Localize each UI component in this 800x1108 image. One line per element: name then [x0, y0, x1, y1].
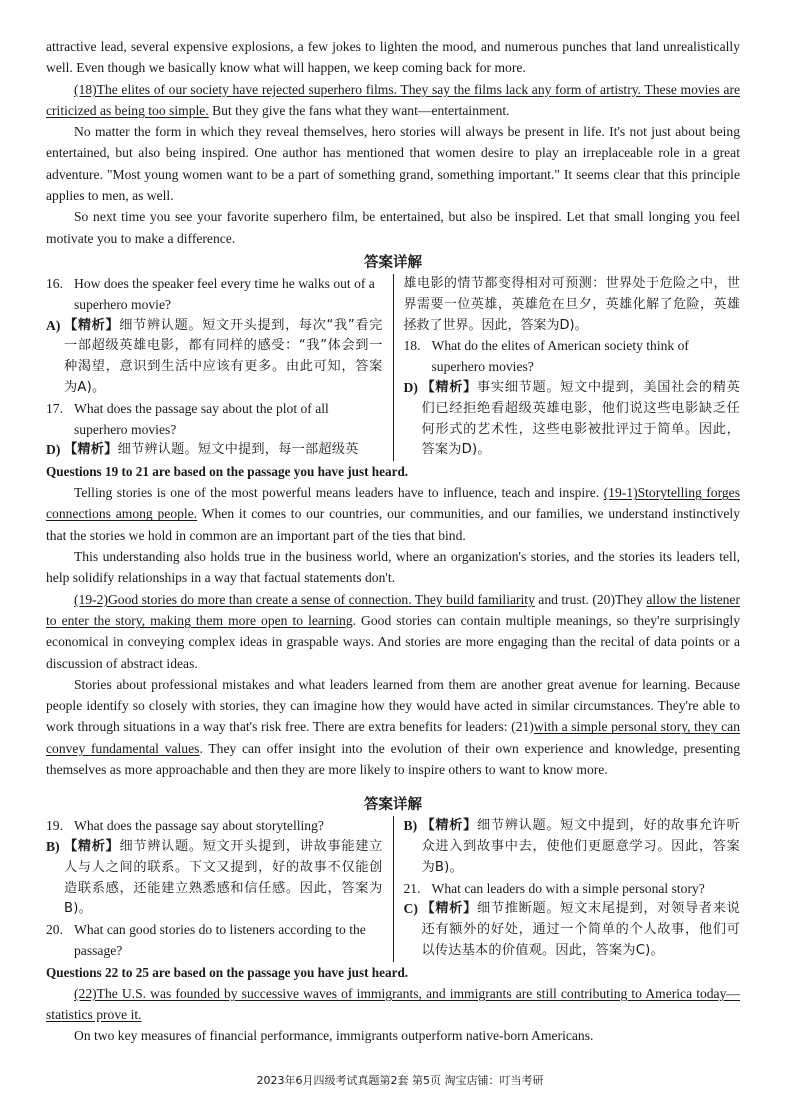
underlined-answer-text: (19-2)Good stories do more than create a sense of connection. They build familiarity: [74, 591, 535, 607]
underlined-answer-text: with a simple personal story, they can convey fundamental values: [46, 719, 740, 756]
question-18: 18. What do the elites of American society think of superhero movies?: [403, 338, 689, 375]
paragraph: This understanding also holds true in the business world, where an organization's stories, and the stories its leaders tell, help solidify relationships in a way that factual statements don't.: [46, 549, 740, 586]
paragraph: attractive lead, several expensive explosions, a few jokes to lighten the mood, and numerous punches that land unrealistically well. Even though we basically know what will happen, we keep coming back for more.: [46, 39, 740, 76]
answers-left-column: [46, 816, 394, 962]
question-19: 19. What does the passage say about storytelling?: [46, 818, 324, 834]
passage-1: [46, 36, 740, 249]
answer-21: C) 【精析】细节推断题。短文末尾提到，对领导者来说还有额外的好处，通过一个简单的个人故事，他们可以传达基本的价值观。因此，答案为C)。: [403, 901, 740, 959]
answer-17-continued: 雄电影的情节都变得相对可预测：世界处于危险之中，世界需要一位英雄，英雄危在旦夕，英雄化解了危险，英雄拯救了世界。因此，答案为D)。: [403, 275, 740, 333]
answer-18: D) 【精析】事实细节题。短文中提到，美国社会的精英们已经拒绝看超级英雄电影，他们说这些电影缺乏任何形式的艺术性，这些电影被批评过于简单。因此，答案为D)。: [403, 379, 740, 458]
question-17: 17. What does the passage say about the plot of all superhero movies?: [46, 400, 329, 437]
answer-16: A) 【精析】细节辨认题。短文开头提到，每次“我”看完一部超级英雄电影，都有同样的感受：“我”体会到一种渴望，意识到生活中应该有更多。由此可知，答案为A)。: [46, 317, 383, 395]
underlined-answer-text: (22)The U.S. was founded by successive waves of immigrants, and immigrants are still contributing to America today—statistics prove it.: [46, 985, 740, 1023]
answer-19: B) 【精析】细节辨认题。短文开头提到，讲故事能建立人与人之间的联系。下文又提到，好的故事不仅能创造联系感，还能建立熟悉感和信任感。因此，答案为B)。: [46, 839, 383, 917]
answer-20: B) 【精析】细节辨认题。短文中提到，好的故事允许听众进入到故事中去，使他们更愿意学习。因此，答案为B)。: [403, 818, 740, 875]
page-footer: 2023年6月四级考试真题第2套 第5页 淘宝店铺：叮当考研: [256, 1074, 544, 1087]
answers-right-column: [394, 816, 741, 962]
answers-title: 答案详解: [364, 254, 422, 271]
paragraph: (18)The elites of our society have rejected superhero films. They say the films lack any form of artistry. These movies are criticized as being too simple. But they give the fans what they want—entertainment.: [46, 81, 740, 118]
answers-title: 答案详解: [364, 797, 422, 814]
answers-section-2: [46, 816, 740, 962]
paragraph: So next time you see your favorite superhero film, be entertained, but also be inspired. Let that small longing you feel motivate you to make a difference.: [46, 209, 740, 246]
answers-left-column: [46, 274, 394, 461]
question-21: 21. What can leaders do with a simple personal story?: [403, 880, 705, 896]
question-16: 16. How does the speaker feel every time he walks out of a superhero movie?: [46, 275, 375, 312]
underlined-answer-text: (19-1)Storytelling forges connections among people.: [46, 485, 740, 522]
paragraph: [46, 983, 740, 1026]
passage-2: [46, 461, 740, 780]
section-header: Questions 22 to 25 are based on the passage you have just heard.: [46, 964, 409, 980]
paragraph: No matter the form in which they reveal themselves, hero stories will always be present in life. It's not just about being entertained, but also being inspired. One author has mentioned that women desire to play an irreplaceable role in a great adventure. "Most young women want to be a part of something grand, something important." It seems clear that this principle applies to men, as well.: [46, 124, 740, 204]
paragraph: Stories about professional mistakes and what leaders learned from them are another great avenue for learning. Because people identify so closely with stories, they can imagine how they would have acted in similar circumstances. They're able to work through situations in a way that's risk free. There are extra benefits for leaders: (21)with a simple personal story, they can convey fundamental values. They can offer insight into the evolution of their own experience and knowledge, presenting themselves as more approachable and then they are more likely to inspire others to want to know more.: [46, 676, 740, 777]
underlined-answer-text: allow the listener to enter the story, making them more open to learning: [46, 591, 740, 628]
passage-3: [46, 962, 740, 1047]
answers-section-1: [46, 274, 740, 461]
answer-17: D) 【精析】细节辨认题。短文中提到，每一部超级英: [46, 442, 359, 458]
paragraph: Telling stories is one of the most powerful means leaders have to influence, teach and inspire. (19-1)Storytelling forges connections among people. When it comes to our countries, our communities, and our families, we understand instinctively that the stories we hold in common are an important part of the ties that bind.: [46, 485, 740, 543]
question-20: 20. What can good stories do to listeners according to the passage?: [46, 922, 366, 959]
section-header: Questions 19 to 21 are based on the passage you have just heard.: [46, 464, 409, 480]
underlined-answer-text: (18)The elites of our society have rejected superhero films. They say the films lack any form of artistry. These movies are criticized as being too simple.: [46, 81, 740, 118]
page-content: [46, 0, 740, 1047]
paragraph: (19-2)Good stories do more than create a sense of connection. They build familiarity and trust. (20)They allow the listener to enter the story, making them more open to learning. Good stories can contain multiple meanings, so they're surprisingly economical in conveying complex ideas in graspable ways. And stories are more engaging than the recital of data points or a discussion of abstract ideas.: [46, 591, 740, 671]
paragraph: On two key measures of financial performance, immigrants outperform native-born Americans.: [74, 1028, 594, 1044]
answers-right-column: [394, 274, 741, 461]
